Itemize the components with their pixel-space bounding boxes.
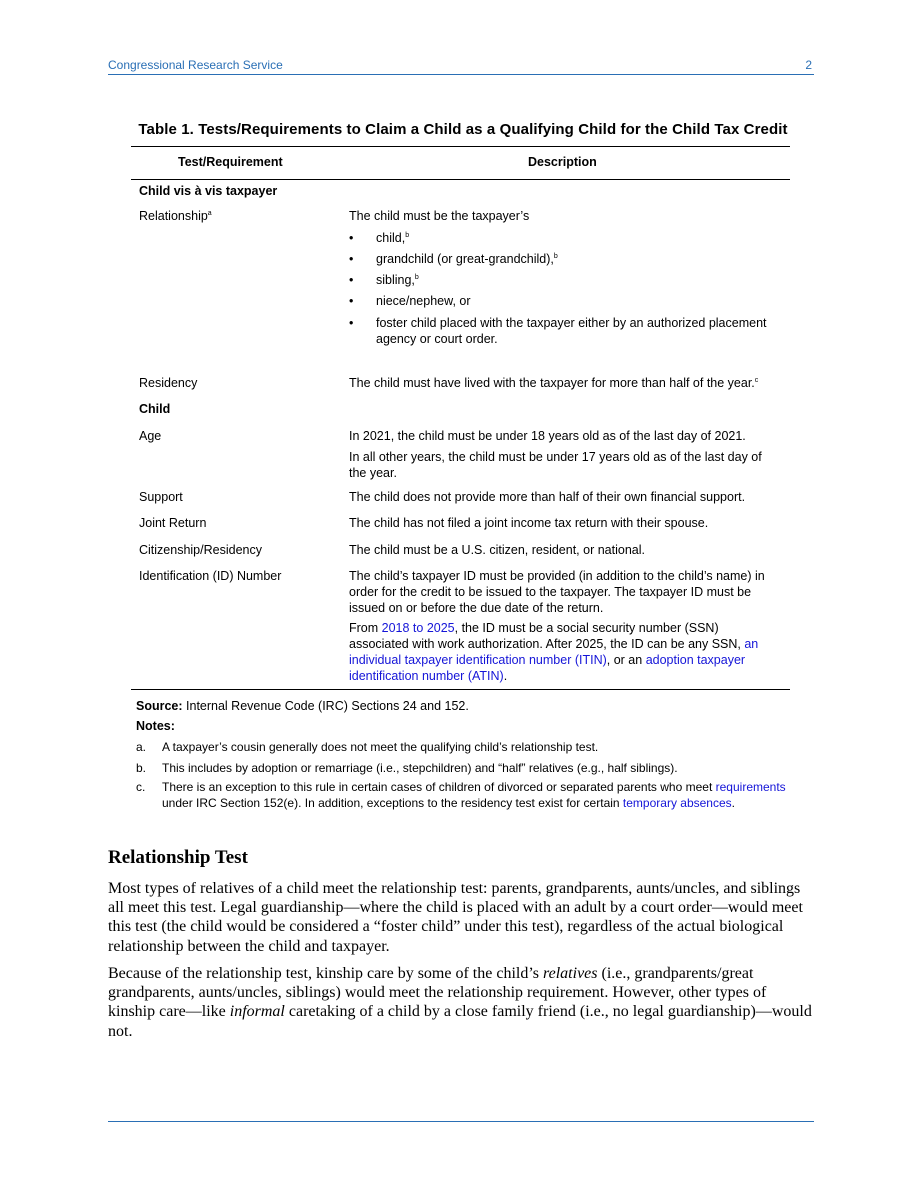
relationship-intro: The child must be the taxpayer’s <box>349 209 530 223</box>
footer-rule <box>108 1121 814 1122</box>
row-label-id-number: Identification (ID) Number <box>139 569 282 583</box>
bullet-icon: • <box>349 316 354 330</box>
bullet-item: child,$^b$ <box>376 231 410 245</box>
residency-desc: The child must have lived with the taxpayer for more than half of the year.$^c$ <box>349 376 759 390</box>
note-b-letter: b. <box>136 761 147 775</box>
table-title: Table 1. Tests/Requirements to Claim a Child as a Qualifying Child for the Child Tax Credit <box>138 121 788 138</box>
link-itin[interactable]: an individual taxpayer identification number (ITIN) <box>349 637 759 667</box>
header-org: Congressional Research Service <box>108 58 283 72</box>
bullet-icon: • <box>349 273 354 287</box>
page-header <box>108 58 814 75</box>
bullet-icon: • <box>349 294 354 308</box>
row-label-age: Age <box>139 429 162 443</box>
citizenship-desc: The child must be a U.S. citizen, resident, or national. <box>349 543 645 557</box>
paragraph-1: Most types of relatives of a child meet the relationship test: parents, grandparents, aunts/uncles, and siblings all meet this test. Legal guardianship—where the child is placed with an adult by a court order—would meet this test (the child would be considered a “foster child” under this test), regardless of the actual biological relationship between the child and taxpayer. <box>108 880 803 955</box>
table-bottom-rule <box>131 689 790 690</box>
bullet-icon: • <box>349 231 354 245</box>
note-b-text: This includes by adoption or remarriage (i.e., stepchildren) and “half” relatives (e.g., half siblings). <box>162 761 678 775</box>
section-heading-child: Child <box>139 402 171 416</box>
age-desc-1: In 2021, the child must be under 18 years old as of the last day of 2021. <box>349 429 746 443</box>
link-requirements[interactable]: requirements <box>715 780 786 794</box>
age-desc-2: In all other years, the child must be under 17 years old as of the last day of the year. <box>349 450 762 480</box>
row-label-support: Support <box>139 490 183 504</box>
bullet-icon: • <box>349 252 354 266</box>
link-temporary-absences[interactable]: temporary absences <box>622 796 732 810</box>
col-header-description: Description <box>528 155 597 169</box>
table-header-rule <box>131 179 790 180</box>
id-desc-1: The child’s taxpayer ID must be provided (in addition to the child’s name) in order for the credit to be issued to the taxpayer. The taxpayer ID must be issued on or before the due date of the return. <box>349 569 765 615</box>
row-label-residency: Residency <box>139 376 198 390</box>
row-label-joint-return: Joint Return <box>139 516 207 530</box>
col-header-test: Test/Requirement <box>178 155 283 169</box>
row-label-relationship: Relationship$^a$ <box>139 209 212 223</box>
section-heading-child-vs-taxpayer: Child vis à vis taxpayer <box>139 184 278 198</box>
paragraph-2: Because of the relationship test, kinship care by some of the child’s relatives (i.e., grandparents/great grandparents, aunts/uncles, siblings) would meet the relationship requirement. However, other types of kinship care—like informal caretaking of a child by a close family friend (i.e., no legal guardianship)—would not. <box>108 965 812 1040</box>
bullet-item: niece/nephew, or <box>376 294 471 308</box>
note-a-letter: a. <box>136 740 147 754</box>
support-desc: The child does not provide more than half of their own financial support. <box>349 490 746 504</box>
joint-return-desc: The child has not filed a joint income tax return with their spouse. <box>349 516 709 530</box>
section-heading-relationship-test: Relationship Test <box>108 847 248 868</box>
note-c-letter: c. <box>136 780 146 794</box>
bullet-item: foster child placed with the taxpayer either by an authorized placement agency or court order. <box>376 316 767 346</box>
link-atin[interactable]: adoption taxpayer identification number (ATIN) <box>349 653 746 683</box>
table-source: Source: Internal Revenue Code (IRC) Sections 24 and 152. <box>136 699 469 713</box>
table-top-rule <box>131 146 790 147</box>
note-a-text: A taxpayer’s cousin generally does not meet the qualifying child’s relationship test. <box>162 740 599 754</box>
bullet-item: sibling,$^b$ <box>376 273 419 287</box>
row-label-citizenship: Citizenship/Residency <box>139 543 262 557</box>
id-desc-2: From 2018 to 2025, the ID must be a social security number (SSN) associated with work authorization. After 2025, the ID can be any SSN, an individual taxpayer identification number (ITIN), or an adoption taxpayer identification number (ATIN). <box>349 621 759 683</box>
note-c-text: There is an exception to this rule in certain cases of children of divorced or separated parents who meet requirements under IRC Section 152(e). In addition, exceptions to the residency test exist for certain temporary absences. <box>162 780 786 810</box>
bullet-item: grandchild (or great-grandchild),$^b$ <box>376 252 558 266</box>
header-page-number: 2 <box>805 58 812 72</box>
link-2018-to-2025[interactable]: 2018 to 2025 <box>381 621 455 635</box>
notes-label: Notes: <box>136 719 175 733</box>
